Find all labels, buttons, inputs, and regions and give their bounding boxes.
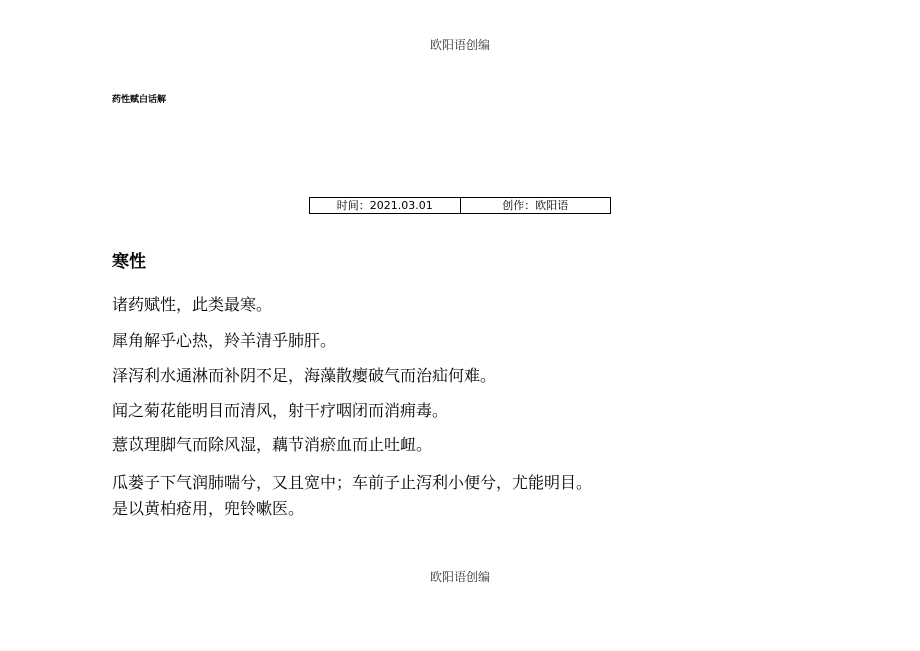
page-footer: 欧阳语创编 (429, 570, 490, 584)
verse-line: 诸药赋性，此类最寒。 (112, 295, 273, 314)
page-header: 欧阳语创编 (429, 38, 490, 52)
verse-line: 泽泻利水通淋而补阴不足，海藻散瘿破气而治疝何难。 (112, 366, 497, 385)
meta-table (309, 197, 611, 214)
document-title: 药性赋白话解 (112, 95, 167, 105)
meta-time: 时间：2021.03.01 (336, 199, 433, 212)
verse-line: 犀角解乎心热，羚羊清乎肺肝。 (112, 331, 337, 350)
section-heading: 寒性 (112, 252, 146, 272)
verse-line: 闻之菊花能明目而清风，射干疗咽闭而消痈毒。 (112, 401, 449, 420)
verse-line: 瓜蒌子下气润肺喘兮，又且宽中；车前子止泻利小便兮，尤能明目。 (112, 473, 593, 492)
meta-author: 创作：欧阳语 (460, 198, 611, 213)
verse-line: 是以黄柏疮用，兜铃嗽医。 (112, 499, 305, 518)
verse-line: 薏苡理脚气而除风湿，藕节消瘀血而止吐衄。 (112, 435, 433, 454)
